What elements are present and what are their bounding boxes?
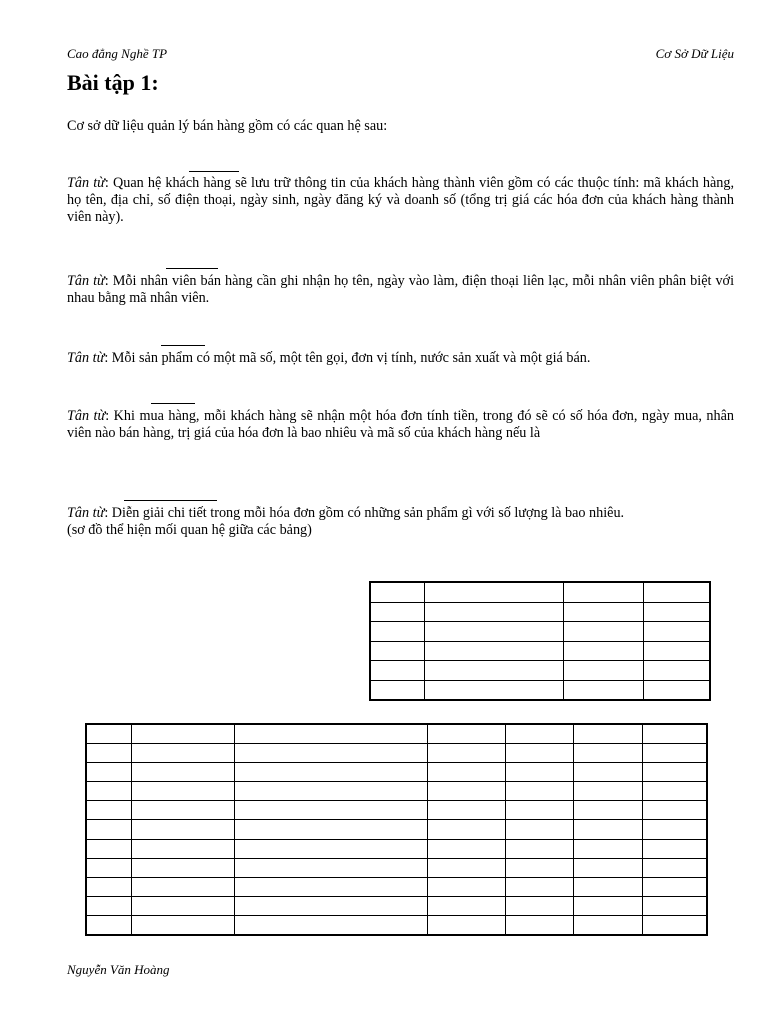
paragraph-5 [67, 505, 734, 539]
table-row [370, 641, 710, 661]
table-row [86, 782, 707, 801]
exercise-title: Bài tập 1: [67, 70, 159, 95]
paragraph-label: Tân từ [67, 350, 105, 366]
paragraph-4 [67, 408, 734, 442]
author-name: Nguyễn Văn Hoàng [67, 962, 170, 977]
table-row [370, 602, 710, 622]
table-row [86, 744, 707, 763]
table-row [86, 858, 707, 877]
blank-line [166, 268, 218, 269]
paragraph-text: : Quan hệ khách hàng sẽ lưu trữ thông tin của khách hàng thành viên gồm có các thuộc tính: mã khách hàng, họ tên, địa chỉ, số điện thoại, ngày sinh, ngày đăng ký và doanh số (tổng trị giá các hóa đơn của khách hàng thành viên này). [67, 175, 735, 225]
paragraph-text: : Mỗi sản phẩm có một mã số, một tên gọi, đơn vị tính, nước sản xuất và một giá bán. [104, 350, 591, 366]
table-row [370, 661, 710, 681]
table-row [86, 801, 707, 820]
paragraph-text: : Mỗi nhân viên bán hàng cần ghi nhận họ tên, ngày vào làm, điện thoại liên lạc, mỗi nhân viên phân biệt với nhau bằng mã nhân viên. [67, 273, 735, 306]
paragraph-label: Tân từ [67, 273, 105, 289]
paragraph-label: Tân từ [67, 175, 105, 191]
paragraph-text: : Khi mua hàng, mỗi khách hàng sẽ nhận một hóa đơn tính tiền, trong đó sẽ có số hóa đơn, ngày mua, nhân viên nào bán hàng, trị giá của hóa đơn là bao nhiêu và mã số của khách hàng nếu là [67, 408, 734, 441]
blank-line [151, 403, 195, 404]
paragraph-label: Tân từ [67, 505, 105, 521]
table-row [86, 724, 707, 744]
table-row [370, 582, 710, 602]
paragraph-label: Tân từ [67, 408, 106, 424]
intro-text: Cơ sở dữ liệu quản lý bán hàng gồm có các quan hệ sau: [67, 118, 388, 134]
paragraph-2 [67, 273, 734, 307]
table-row [86, 820, 707, 839]
table-row [86, 839, 707, 858]
paragraph-3 [67, 350, 734, 367]
table-row [370, 622, 710, 642]
small-blank-table [369, 581, 711, 701]
paragraph-text: : Diễn giải chi tiết trong mỗi hóa đơn gồm có những sản phẩm gì với số lượng là bao nhiêu. [104, 505, 625, 521]
paragraph-extra: (sơ đồ thể hiện mối quan hệ giữa các bảng) [67, 522, 312, 538]
table-row [86, 763, 707, 782]
blank-line [161, 345, 205, 346]
table-row [86, 877, 707, 896]
blank-line [189, 171, 239, 172]
blank-line [124, 500, 217, 501]
table-row [86, 915, 707, 935]
header-left: Cao đẳng Nghề TP [67, 46, 168, 61]
table-row [370, 680, 710, 700]
paragraph-1 [67, 175, 734, 226]
large-blank-table [85, 723, 708, 936]
header-right: Cơ Sở Dữ Liệu [655, 46, 734, 61]
table-row [86, 896, 707, 915]
